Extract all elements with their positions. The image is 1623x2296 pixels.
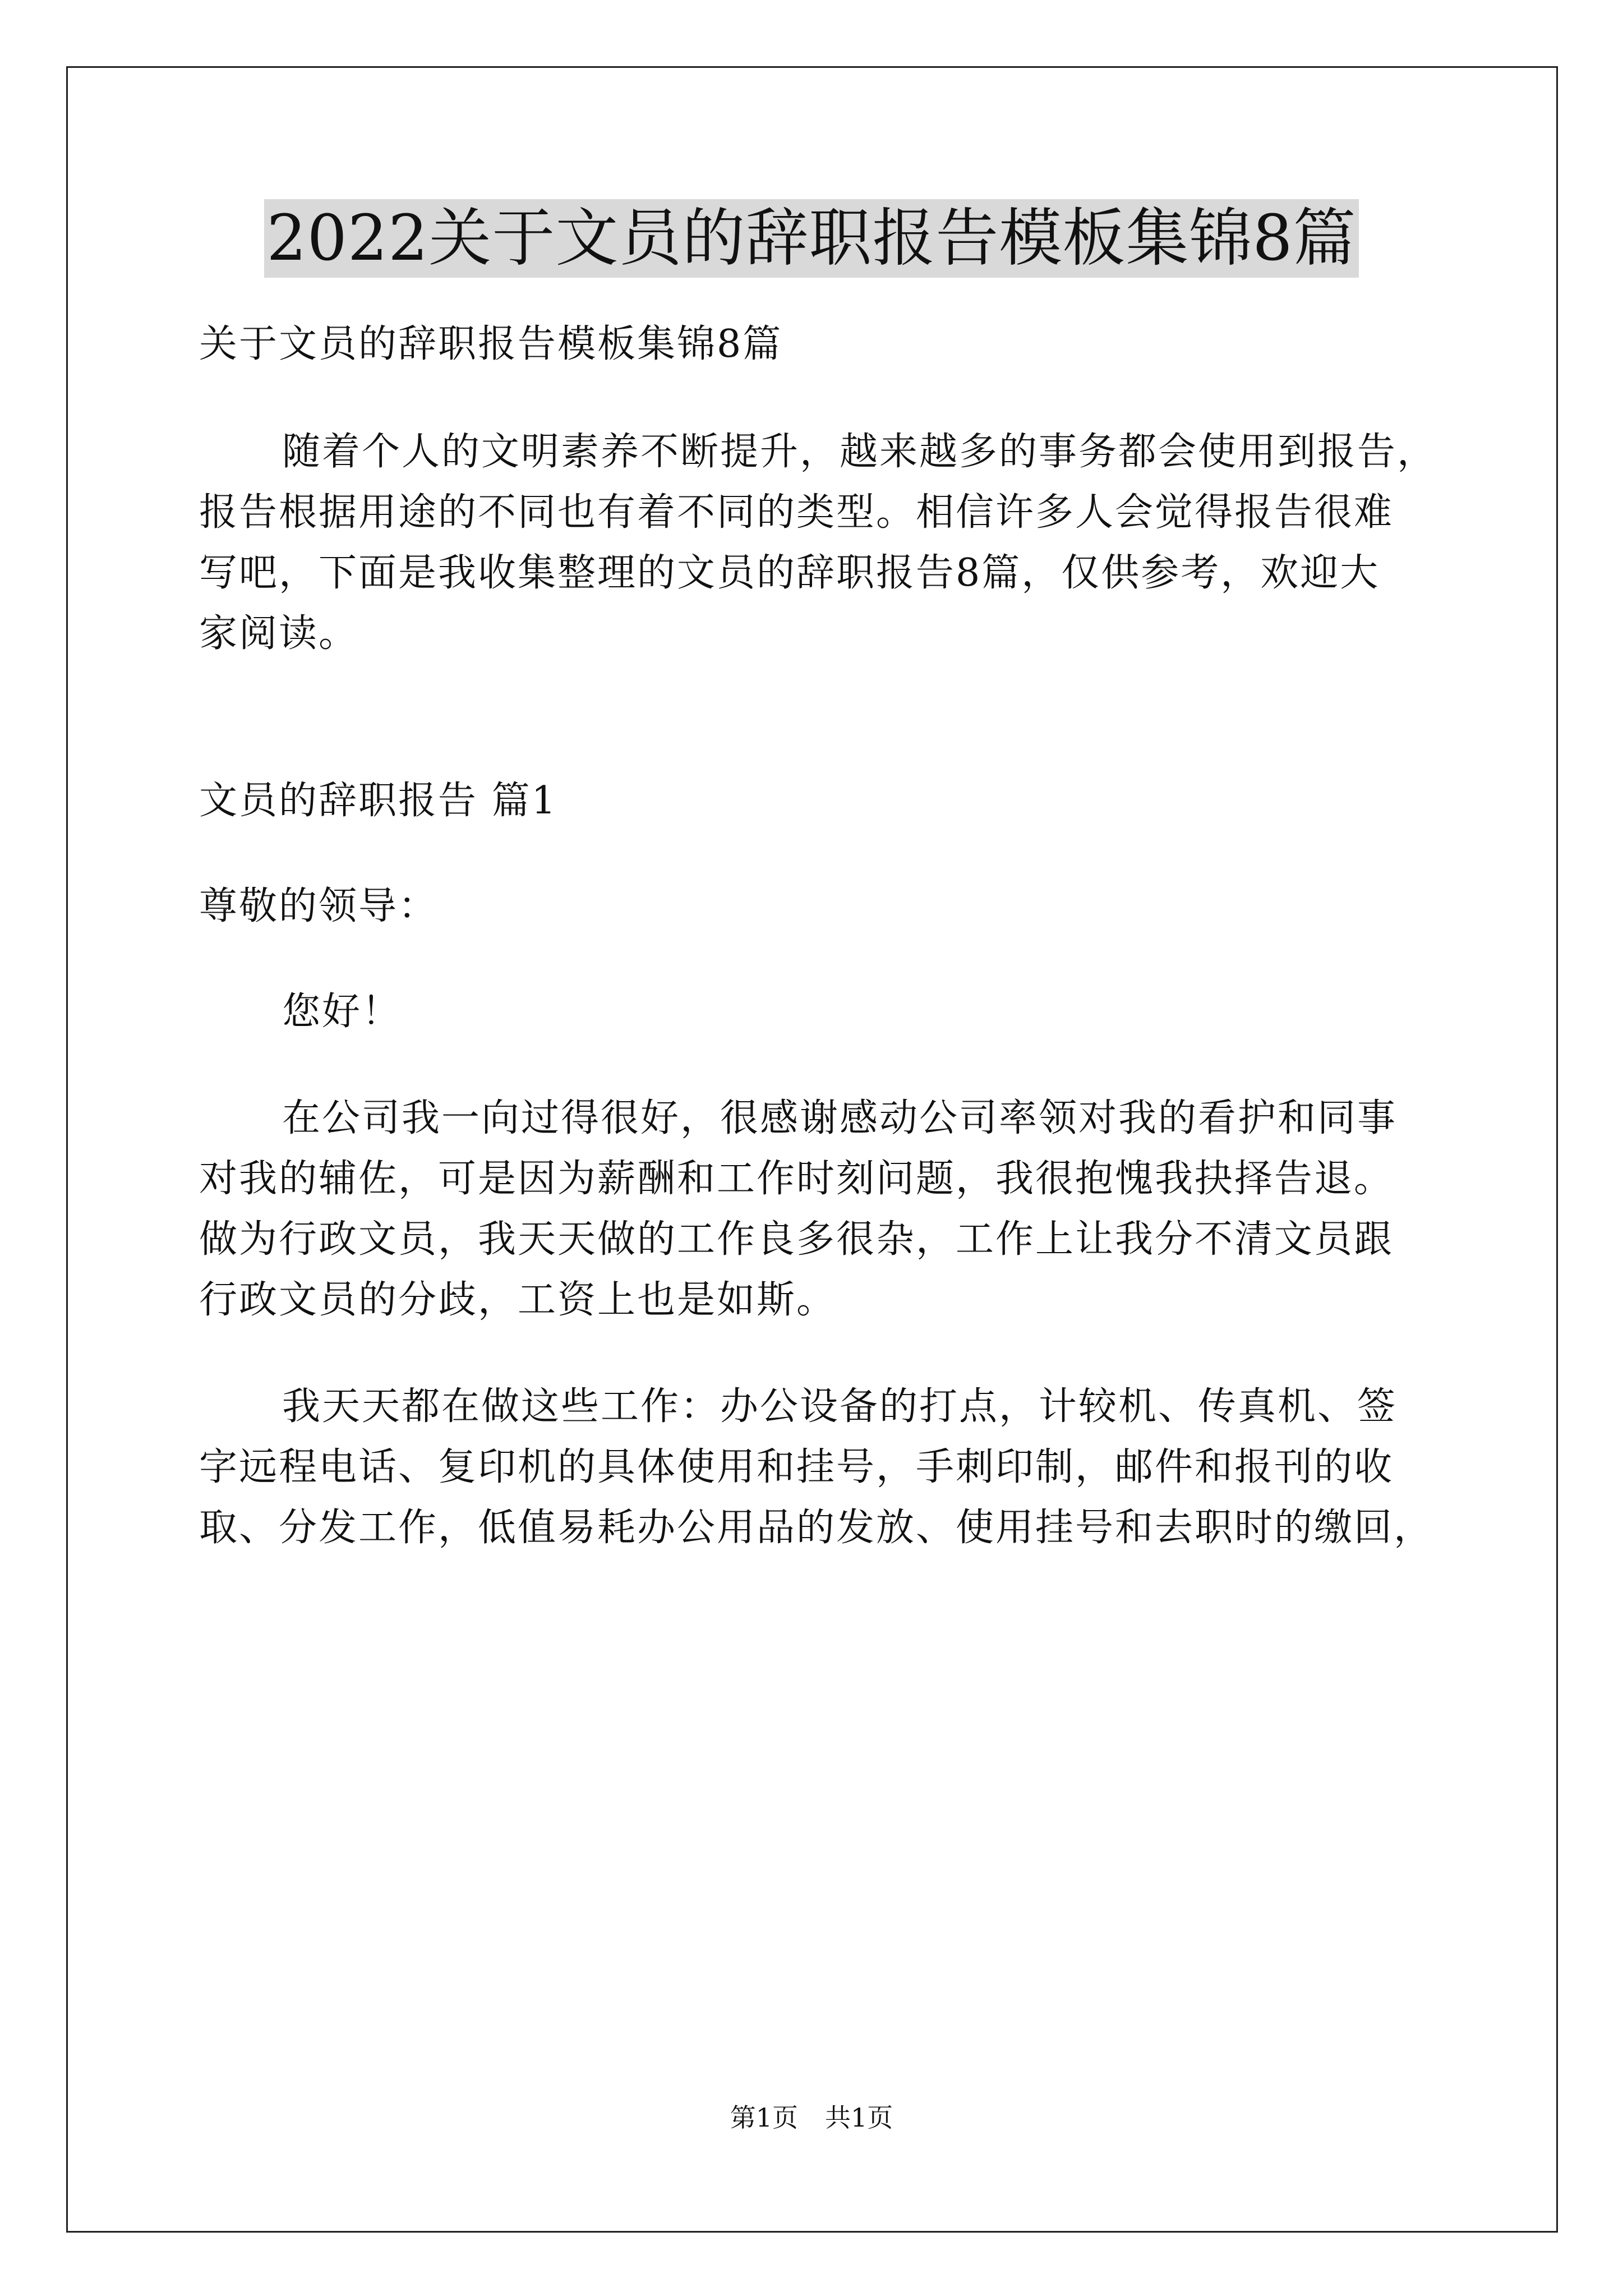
page-footer: [0, 2101, 1623, 2134]
intro-line: 随着个人的文明素养不断提升，越来越多的事务都会使用到报告，: [282, 430, 1437, 474]
paragraph-line: 取、分发工作，低值易耗办公用品的发放、使用挂号和去职时的缴回，: [199, 1506, 1434, 1550]
intro-line: 写吧，下面是我收集整理的文员的辞职报告8篇，仅供参考，欢迎大: [199, 551, 1380, 595]
page-number-total: 共1页: [825, 2102, 893, 2133]
page-number-current: 第1页: [730, 2102, 798, 2133]
greeting: 您好！: [282, 990, 402, 1034]
salutation: 尊敬的领导：: [199, 884, 439, 928]
section-heading: 文员的辞职报告 篇1: [199, 779, 557, 823]
document-subtitle: 关于文员的辞职报告模板集锦8篇: [199, 322, 783, 366]
intro-line: 报告根据用途的不同也有着不同的类型。相信许多人会觉得报告很难: [199, 490, 1394, 535]
paragraph-line: 行政文员的分歧，工资上也是如斯。: [199, 1278, 837, 1322]
title-container: [0, 199, 1623, 278]
paragraph-line: 对我的辅佐，可是因为薪酬和工作时刻问题，我很抱愧我抉择告退。: [199, 1157, 1394, 1201]
paragraph-line: 在公司我一向过得很好，很感谢感动公司率领对我的看护和同事: [282, 1096, 1398, 1140]
paragraph-line: 我天天都在做这些工作：办公设备的打点，计较机、传真机、签: [282, 1384, 1398, 1429]
document-title: 2022关于文员的辞职报告模板集锦8篇: [264, 199, 1358, 278]
paragraph-line: 做为行政文员，我天天做的工作良多很杂，工作上让我分不清文员跟: [199, 1217, 1394, 1262]
intro-line: 家阅读。: [199, 611, 359, 656]
paragraph-line: 字远程电话、复印机的具体使用和挂号，手刺印制，邮件和报刊的收: [199, 1445, 1394, 1489]
document-body: [199, 314, 1437, 1558]
